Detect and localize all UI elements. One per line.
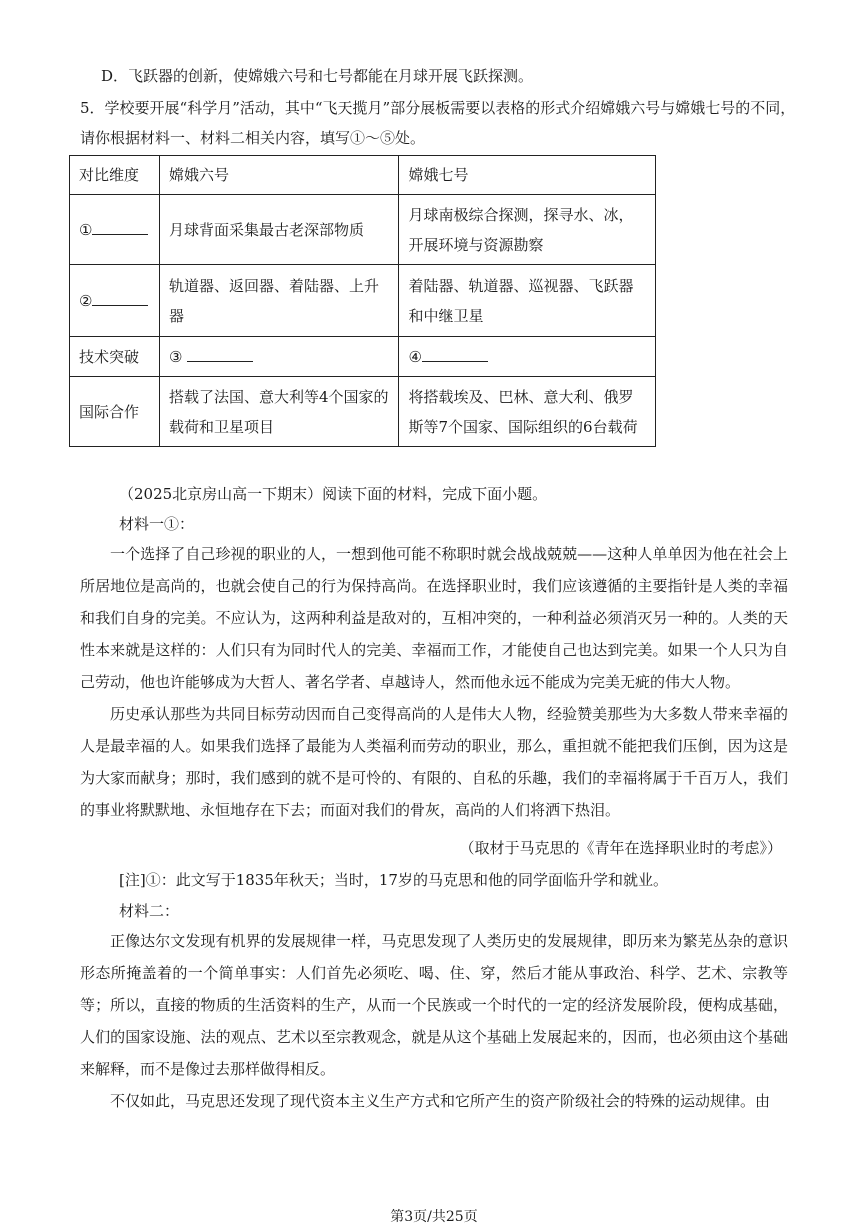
table-cell: ④ bbox=[399, 337, 656, 377]
table-cell: 月球南极综合探测，探寻水、冰，开展环境与资源勘察 bbox=[399, 195, 656, 265]
material-2-title: 材料二： bbox=[119, 902, 180, 920]
table-header-cell: 对比维度 bbox=[70, 156, 160, 195]
paragraph: 历史承认那些为共同目标劳动因而自己变得高尚的人是伟大人物，经验赞美那些为大多数人带来幸福的人是最幸福的人。如果我们选择了最能为人类福利而劳动的职业，那么，重担就不能把我们压倒，因为这是为大家而献身；那时，我们感到的就不是可怜的、有限的、自私的乐趣，我们的幸福将属于千百万人，我们的事业将默默地、永恒地存在下去；而面对我们的骨灰，高尚的人们将洒下热泪。 bbox=[80, 705, 788, 819]
page-footer: 第3页/共25页 bbox=[390, 1209, 478, 1225]
option-d: D．飞跃器的创新，使嫦娥六号和七号都能在月球开展飞跃探测。 bbox=[101, 67, 534, 85]
comparison-table bbox=[69, 155, 656, 447]
table-cell: 着陆器、轨道器、巡视器、飞跃器和中继卫星 bbox=[399, 265, 656, 337]
question-5-line1: 5．学校要开展“科学月”活动，其中“飞天揽月”部分展板需要以表格的形式介绍嫦娥六号与嫦娥七号的不同， bbox=[80, 99, 796, 117]
paragraph: 不仅如此，马克思还发现了现代资本主义生产方式和它所产生的资产阶级社会的特殊的运动规律。由 bbox=[110, 1092, 771, 1110]
question-5-line2: 请你根据材料一、材料二相关内容，填写①～⑤处。 bbox=[80, 129, 426, 147]
answer-blank[interactable] bbox=[92, 289, 148, 306]
material-1-body bbox=[80, 538, 788, 826]
table-cell-dimension: ① bbox=[70, 195, 160, 265]
table-cell: 搭载了法国、意大利等4个国家的载荷和卫星项目 bbox=[159, 377, 399, 447]
material-1-title: 材料一①： bbox=[119, 515, 195, 533]
table-cell-dimension: 技术突破 bbox=[70, 337, 160, 377]
table-row bbox=[70, 377, 656, 447]
table-cell-dimension: 国际合作 bbox=[70, 377, 160, 447]
table-cell: 月球背面采集最古老深部物质 bbox=[159, 195, 399, 265]
table-row bbox=[70, 265, 656, 337]
table-header-cell: 嫦娥七号 bbox=[399, 156, 656, 195]
answer-blank[interactable] bbox=[187, 345, 253, 362]
table-cell: ③ bbox=[159, 337, 399, 377]
paragraph: 一个选择了自己珍视的职业的人，一想到他可能不称职时就会战战兢兢——这种人单单因为他在社会上所居地位是高尚的，也就会使自己的行为保持高尚。在选择职业时，我们应该遵循的主要指针是人类的幸福和我们自身的完美。不应认为，这两种利益是敌对的，互相冲突的，一种利益必须消灭另一种的。人类的天性本来就是这样的：人们只有为同时代人的完美、幸福而工作，才能使自己也达到完美。如果一个人只为自己劳动，他也许能够成为大哲人、著名学者、卓越诗人，然而他永远不能成为完美无疵的伟大人物。 bbox=[80, 545, 788, 691]
table-cell: 轨道器、返回器、着陆器、上升器 bbox=[159, 265, 399, 337]
table-header-row bbox=[70, 156, 656, 195]
table-row bbox=[70, 195, 656, 265]
table-row bbox=[70, 337, 656, 377]
table-cell-dimension: ② bbox=[70, 265, 160, 337]
table-header-cell: 嫦娥六号 bbox=[159, 156, 399, 195]
material-2-body bbox=[80, 925, 788, 1117]
source-note: （2025北京房山高一下期末）阅读下面的材料，完成下面小题。 bbox=[119, 485, 548, 503]
material-1-source: （取材于马克思的《青年在选择职业时的考虑》） bbox=[459, 839, 782, 857]
paragraph: 正像达尔文发现有机界的发展规律一样，马克思发现了人类历史的发展规律，即历来为繁芜丛杂的意识形态所掩盖着的一个简单事实：人们首先必须吃、喝、住、穿，然后才能从事政治、科学、艺术、宗教等等；所以，直接的物质的生活资料的生产，从而一个民族或一个时代的一定的经济发展阶段，便构成基础，人们的国家设施、法的观点、艺术以至宗教观念，就是从这个基础上发展起来的，因而，也必须由这个基础来解释，而不是像过去那样做得相反。 bbox=[80, 932, 788, 1078]
answer-blank[interactable] bbox=[92, 218, 148, 235]
table-cell: 将搭载埃及、巴林、意大利、俄罗斯等7个国家、国际组织的6台载荷 bbox=[399, 377, 656, 447]
answer-blank[interactable] bbox=[422, 345, 488, 362]
footnote: [注]①：此文写于1835年秋天；当时，17岁的马克思和他的同学面临升学和就业。 bbox=[119, 871, 668, 889]
